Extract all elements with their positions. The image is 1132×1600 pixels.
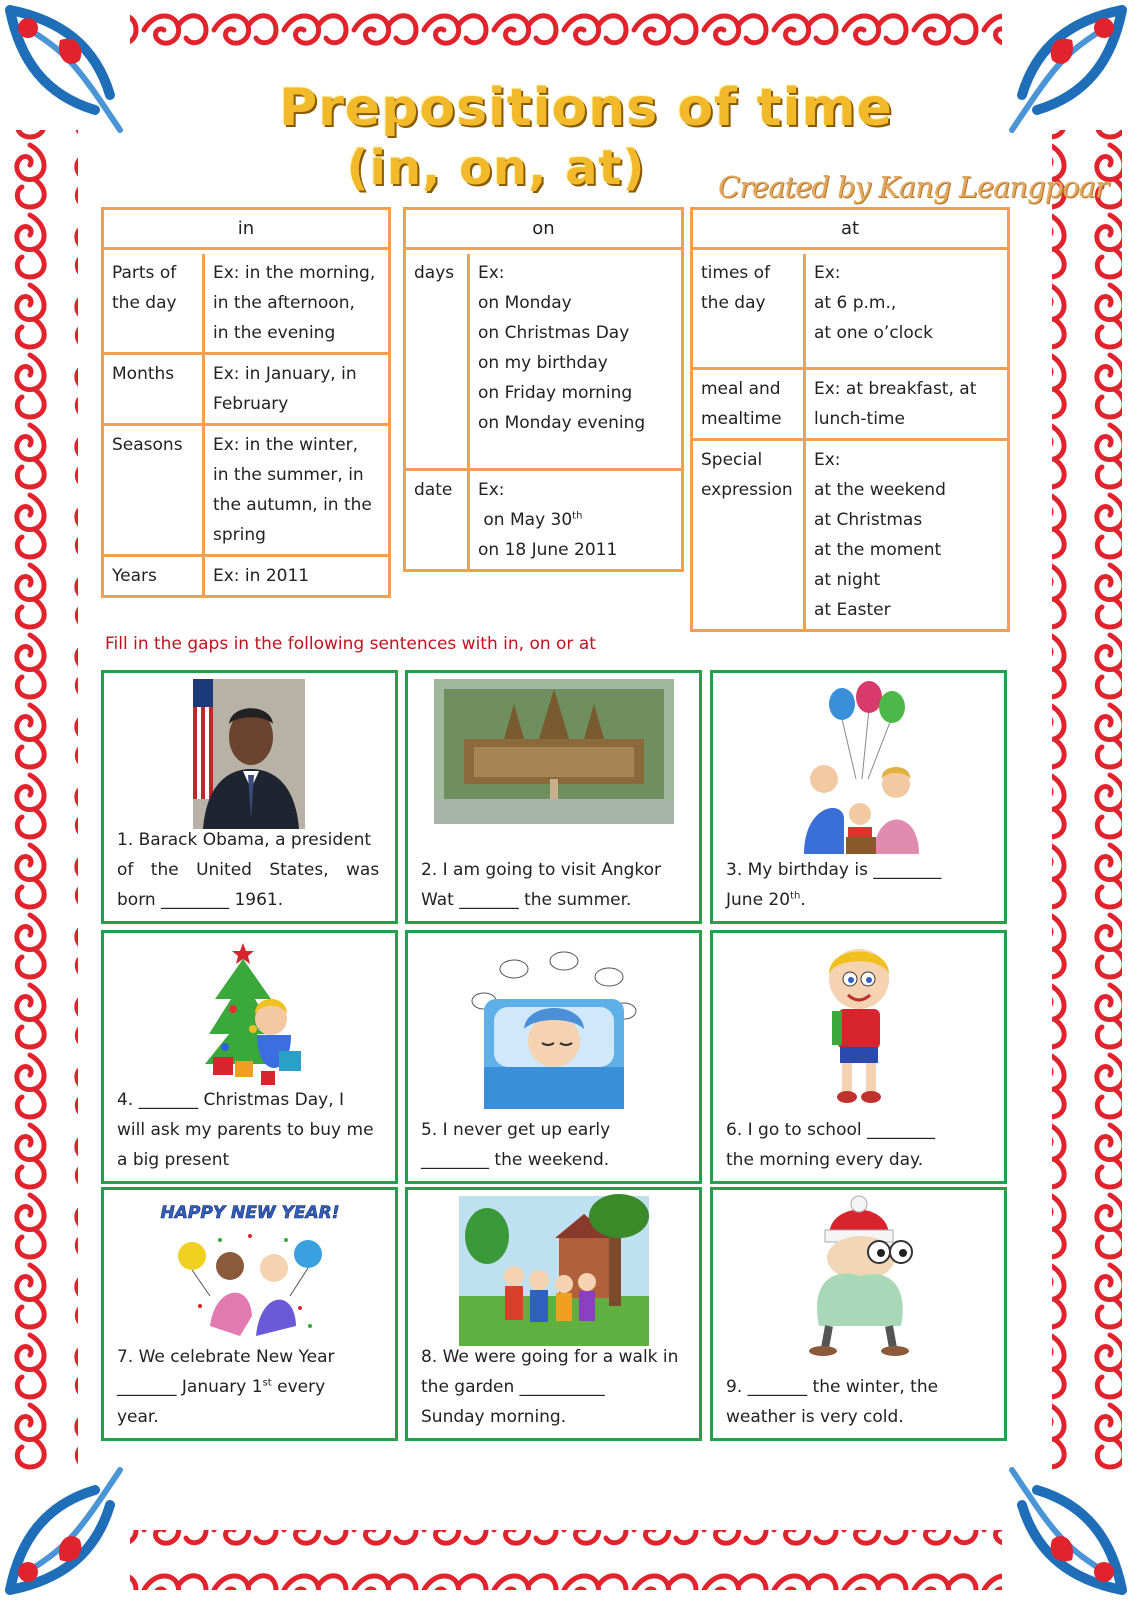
table-row [693, 438, 1007, 629]
row-label: date [406, 471, 470, 569]
new-year-party-picture [104, 1196, 395, 1356]
table-row [104, 352, 388, 423]
table-at [690, 207, 1010, 632]
schoolboy-picture [713, 939, 1004, 1099]
exercise-text: 2. I am going to visit Angkor Wat _______ the summer. [421, 860, 662, 910]
garden-walk-picture [408, 1196, 699, 1356]
exercise-text: 6. I go to school ________ the morning every day. [726, 1120, 936, 1170]
row-example: Ex: on May 30th on 18 June 2011 [478, 480, 618, 560]
exercise-text: 8. We were going for a walk in the garden __________ Sunday morning. [421, 1347, 679, 1427]
angkor-wat-photo [408, 679, 699, 839]
exercise-text: 5. I never get up early ________ the weekend. [421, 1120, 611, 1170]
table-row [104, 254, 388, 352]
sleeping-boy-picture [408, 939, 699, 1099]
table-header: at [693, 210, 1007, 250]
row-example: Ex: on Monday on Christmas Day on my birthday on Friday morning on Monday evening [478, 263, 646, 433]
exercise-card-5 [405, 930, 702, 1184]
exercise-card-3 [710, 670, 1007, 924]
happy-new-year-text: HAPPY NEW YEAR! [160, 1203, 339, 1223]
author-credit: Created by Kang Leangpoar [718, 170, 1108, 204]
table-row [693, 254, 1007, 367]
table-row [104, 554, 388, 595]
row-example: Ex: in January, in February [213, 364, 357, 414]
table-row [406, 254, 681, 468]
exercise-card-6 [710, 930, 1007, 1184]
christmas-tree-picture [104, 939, 395, 1099]
row-label: Special expression [693, 441, 806, 629]
exercise-text: 9. _______ the winter, the weather is very cold. [726, 1377, 939, 1427]
exercise-card-2 [405, 670, 702, 924]
table-row [693, 367, 1007, 438]
row-label: Seasons [104, 426, 205, 554]
exercise-card-4 [101, 930, 398, 1184]
row-example: Ex: at the weekend at Christmas at the moment at night at Easter [814, 450, 946, 620]
table-row [406, 468, 681, 569]
page-subtitle: (in, on, at) [346, 140, 646, 196]
row-label: days [406, 254, 470, 468]
cold-man-picture [713, 1196, 1004, 1356]
row-example: Ex: in 2011 [213, 566, 310, 586]
birthday-party-picture [713, 679, 1004, 839]
row-label: meal and mealtime [693, 370, 806, 438]
row-label: Years [104, 557, 205, 595]
instruction: Fill in the gaps in the following sentences with in, on or at [105, 634, 596, 654]
exercise-text: 4. _______ Christmas Day, I will ask my parents to buy me a big present [117, 1090, 374, 1170]
table-on [403, 207, 684, 572]
exercise-card-7 [101, 1187, 398, 1441]
exercise-text: 7. We celebrate New Year _______ January 1st every year. [117, 1347, 335, 1427]
table-row [104, 423, 388, 554]
table-header: on [406, 210, 681, 250]
table-in [101, 207, 391, 598]
row-label: times of the day [693, 254, 806, 367]
exercise-card-9 [710, 1187, 1007, 1441]
row-example: Ex: at breakfast, at lunch-time [814, 379, 977, 429]
exercise-card-8 [405, 1187, 702, 1441]
exercise-text: 3. My birthday is ________ June 20th. [726, 860, 942, 910]
exercise-text: 1. Barack Obama, a president of the United States, was born ________ 1961. [117, 830, 380, 910]
row-example: Ex: in the morning, in the afternoon, in the evening [213, 263, 376, 343]
row-example: Ex: in the winter, in the summer, in the autumn, in the spring [213, 435, 372, 545]
portrait-photo [104, 679, 395, 839]
row-example: Ex: at 6 p.m., at one o’clock [814, 263, 933, 343]
page-title: Prepositions of time [279, 78, 893, 138]
row-label: Parts of the day [104, 254, 205, 352]
row-label: Months [104, 355, 205, 423]
table-header: in [104, 210, 388, 250]
exercise-card-1 [101, 670, 398, 924]
